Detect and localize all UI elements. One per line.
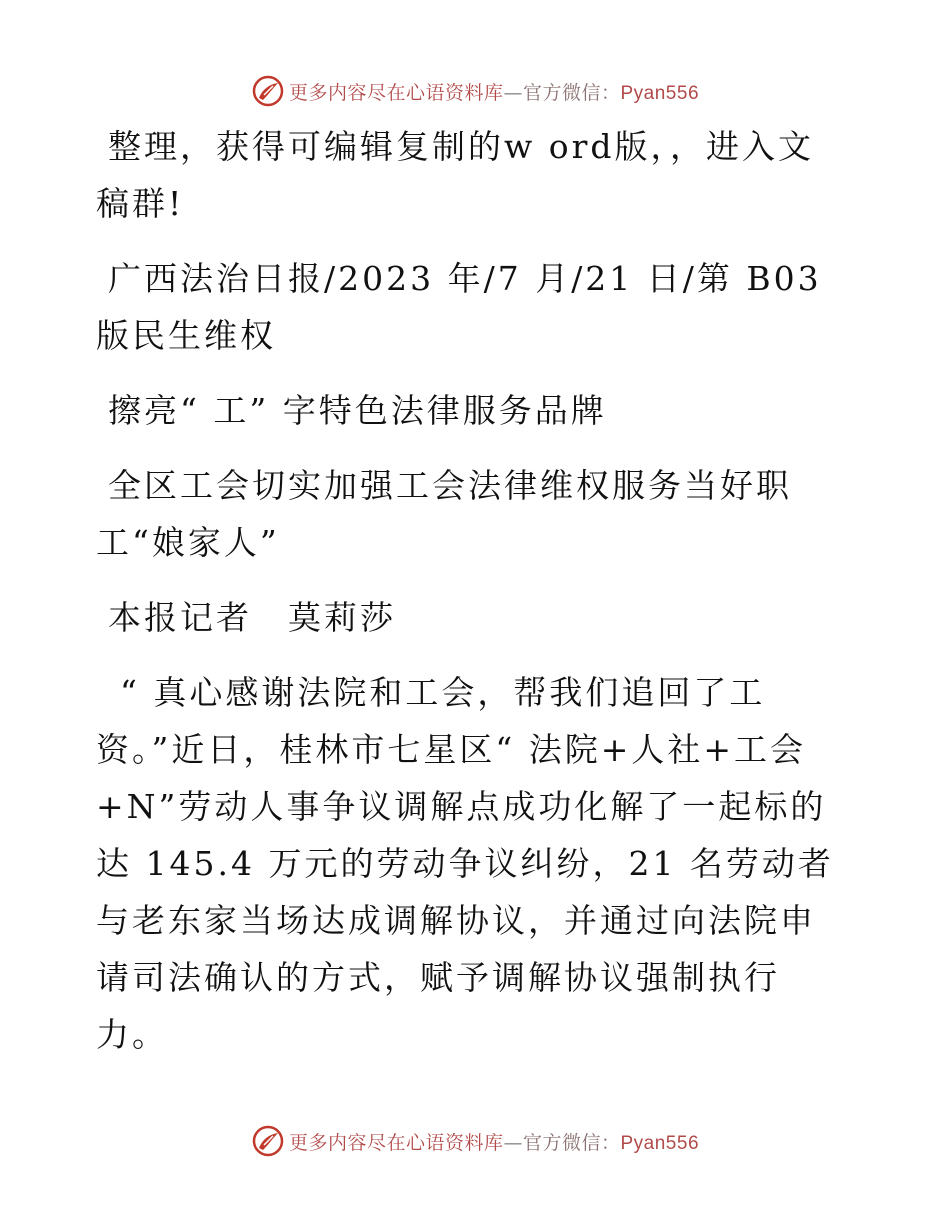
watermark-dash: — [503,1131,523,1154]
byline: 本报记者 莫莉莎 [108,598,396,637]
header-watermark [0,71,950,111]
brand-logo-icon [251,74,285,108]
article-subtitle: 全区工会切实加强工会法律维权服务当好职工“娘家人” [96,466,792,562]
footer-watermark [0,1121,950,1161]
watermark-wechat-id: Pyan556 [620,82,700,104]
document-body [96,118,846,1063]
watermark-wechat-id: Pyan556 [620,1132,700,1154]
watermark-main: 更多内容尽在心语资料库 [288,1131,504,1154]
article-title: 擦亮“ 工” 字特色法律服务品牌 [108,391,607,430]
watermark-wechat-label: 官方微信： [522,81,621,104]
body-paragraph: “ 真心感谢法院和工会，帮我们追回了工资。”近日，桂林市七星区“ 法院+人社+工会+N”劳动人事争议调解点成功化解了一起标的达 145.4 万元的劳动争议纠纷，21 名劳动者与老东家当场达成调解协议，并通过向法院申请司法确认的方式，赋予调解协议强制执行力。 [96,673,834,1054]
watermark-text [289,78,699,105]
watermark-wechat-label: 官方微信： [522,1131,621,1154]
watermark-content [251,1124,699,1158]
watermark-dash: — [503,81,523,104]
watermark-main: 更多内容尽在心语资料库 [288,81,504,104]
brand-logo-icon [251,1124,285,1158]
intro-paragraph: 整理，获得可编辑复制的w ord版，，进入文稿群! [96,127,815,223]
watermark-text [289,1128,699,1155]
source-line: 广西法治日报/2023 年/7 月/21 日/第 B03 版民生维权 [96,259,822,355]
watermark-content [251,74,699,108]
